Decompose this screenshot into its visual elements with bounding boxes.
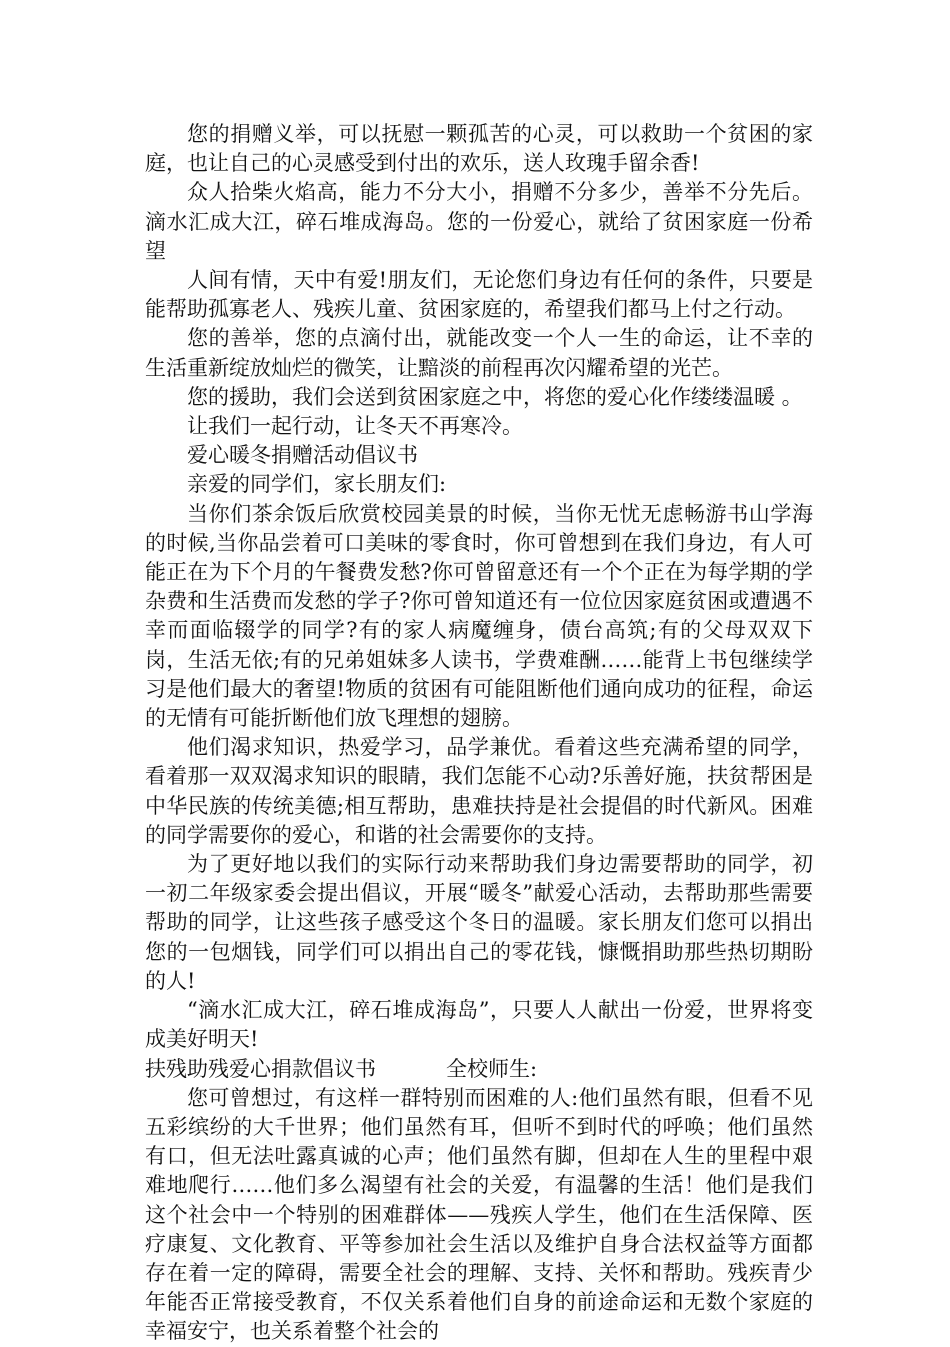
paragraph-disabled-students: 您可曾想过，有这样一群特别而困难的人:他们虽然有眼，但看不见五彩缤纷的大千世界；他们虽然有耳，但听不到时代的呼唤；他们虽然有口，但无法吐露真诚的心声；他们虽然有脚，但却在人生的里程中艰难地爬行……他们多么渴望有社会的关爱，有温馨的生活！他们是我们这个社会中一个特别的困难群体——残疾人学生，他们在生活保障、医疗康复、文化教育、平等参加社会生活以及维护自身合法权益等方面都存在着一定的障碍，需要全社会的理解、支持、关怀和帮助。残疾青少年能否正常接受教育，不仅关系着他们自身的前途命运和无数个家庭的幸福安宁，也关系着整个社会的 [145,1085,813,1344]
paragraph-students-hardship: 当你们茶余饭后欣赏校园美景的时候，当你无忧无虑畅游书山学海的时候,当你品尝着可口美味的零食时，你可曾想到在我们身边，有人可能正在为下个月的午餐费发愁?你可曾留意还有一个个正在为每学期的学杂费和生活费而发愁的学子?你可曾知道还有一位位因家庭贫困或遭遇不幸而面临辍学的同学?有的家人病魔缠身，债台高筑;有的父母双双下岗，生活无依;有的兄弟姐妹多人读书，学费难酬……能背上书包继续学习是他们最大的奢望!物质的贫困有可能阻断他们通向成功的征程，命运的无情有可能折断他们放飞理想的翅膀。 [145,501,813,731]
section-title-disability-donation: 扶残助残爱心捐款倡议书 [145,1056,376,1081]
paragraph-many-hands: 众人拾柴火焰高，能力不分大小，捐赠不分多少，善举不分先后。滴水汇成大江，碎石堆成海岛。您的一份爱心，就给了贫困家庭一份希望 [145,180,813,263]
paragraph-assistance: 您的援助，我们会送到贫困家庭之中，将您的爱心化作缕缕温暖 。 [187,384,803,409]
salutation-students-parents: 亲爱的同学们，家长朋友们: [187,472,447,497]
paragraph-good-deeds: 您的善举，您的点滴付出，就能改变一个人一生的命运，让不幸的生活重新绽放灿烂的微笑，让黯淡的前程再次闪耀希望的光芒。 [145,326,813,380]
paragraph-thirst-for-knowledge: 他们渴求知识，热爱学习，品学兼优。看着这些充满希望的同学，看着那一双双渴求知识的眼睛，我们怎能不心动?乐善好施，扶贫帮困是中华民族的传统美德;相互帮助，患难扶持是社会提倡的时代新风。困难的同学需要你的爱心，和谐的社会需要你的支持。 [145,735,813,847]
paragraph-love-among-people: 人间有情，天中有爱!朋友们，无论您们身边有任何的条件，只要是能帮助孤寡老人、残疾儿童、贫困家庭的，希望我们都马上付之行动。 [145,268,813,322]
salutation-teachers-students: 全校师生: [446,1056,538,1081]
paragraph-initiative: 为了更好地以我们的实际行动来帮助我们身边需要帮助的同学，初一初二年级家委会提出倡议，开展“暖冬”献爱心活动，去帮助那些需要帮助的同学，让这些孩子感受这个冬日的温暖。家长朋友们您可以捐出您的一包烟钱，同学们可以捐出自己的零花钱，慷慨捐助那些热切期盼的人! [145,852,813,993]
heading-line [145,1055,813,1084]
paragraph-act-together: 让我们一起行动，让冬天不再寒冷。 [187,414,523,439]
document-body [145,120,813,1347]
paragraph-donation-deed: 您的捐赠义举，可以抚慰一颗孤苦的心灵，可以救助一个贫困的家庭，也让自己的心灵感受到付出的欢乐，送人玫瑰手留余香! [145,122,813,176]
paragraph-quote: “滴水汇成大江，碎石堆成海岛”，只要人人献出一份爱，世界将变成美好明天! [145,998,813,1052]
section-title-warm-winter: 爱心暖冬捐赠活动倡议书 [187,443,418,468]
